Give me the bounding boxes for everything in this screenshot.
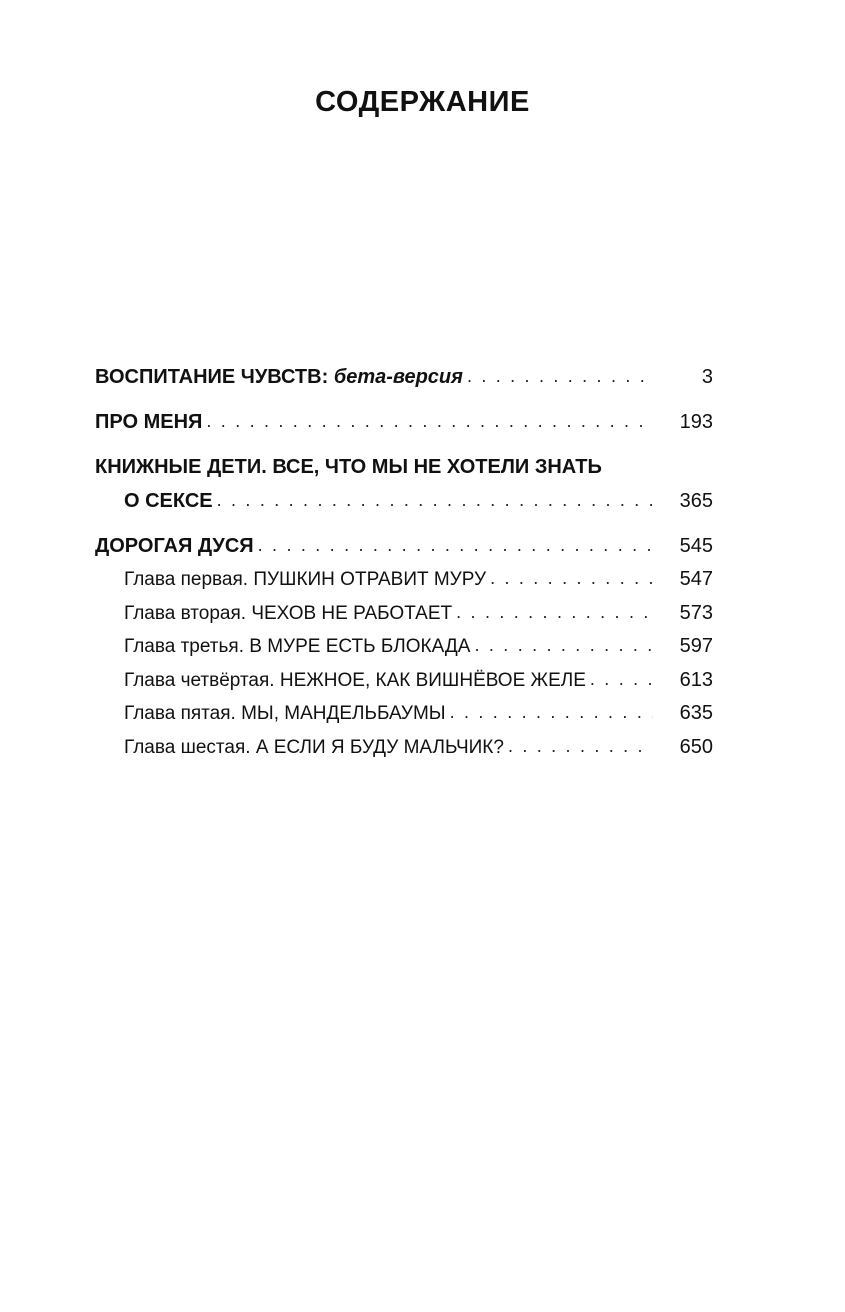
toc-chapter-6[interactable]	[124, 736, 713, 764]
toc-entry-page-number: 365	[679, 490, 713, 512]
toc-entry-label: ДОРОГАЯ ДУСЯ	[95, 535, 254, 557]
toc-chapter-page-number: 573	[679, 602, 713, 624]
toc-entry-page-number: 3	[701, 366, 713, 388]
toc-chapter-2[interactable]	[124, 602, 713, 630]
toc-entry-part-1[interactable]	[95, 366, 713, 394]
toc-entry-part-3-line-1[interactable]: КНИЖНЫЕ ДЕТИ. ВСЕ, ЧТО МЫ НЕ ХОТЕЛИ ЗНАТЬ	[95, 456, 602, 478]
dot-leader	[590, 669, 653, 690]
toc-chapter-label: Глава четвёртая. НЕЖНОЕ, КАК ВИШНЁВОЕ ЖЕЛЕ	[124, 670, 586, 691]
dot-leader	[450, 702, 653, 723]
toc-chapter-label: Глава третья. В МУРЕ ЕСТЬ БЛОКАДА	[124, 636, 471, 657]
toc-chapter-label: Глава первая. ПУШКИН ОТРАВИТ МУРУ	[124, 569, 487, 590]
dot-leader	[508, 736, 653, 757]
toc-chapter-label: Глава шестая. А ЕСЛИ Я БУДУ МАЛЬЧИК?	[124, 737, 504, 758]
toc-entry-label: О СЕКСЕ	[124, 490, 213, 512]
dot-leader	[474, 635, 653, 656]
toc-chapter-page-number: 613	[679, 669, 713, 691]
dot-leader	[217, 490, 653, 511]
toc-entry-page-number: 545	[679, 535, 713, 557]
toc-chapter-page-number: 650	[679, 736, 713, 758]
toc-entry-label-italic: бета-версия	[333, 366, 463, 388]
dot-leader	[206, 411, 653, 432]
dot-leader	[490, 568, 653, 589]
toc-chapter-page-number: 597	[679, 635, 713, 657]
toc-chapter-page-number: 635	[679, 702, 713, 724]
toc-entry-part-4[interactable]	[95, 535, 713, 563]
toc-entry-page-number: 193	[679, 411, 713, 433]
toc-chapter-4[interactable]	[124, 669, 713, 697]
toc-chapter-5[interactable]	[124, 702, 713, 730]
dot-leader	[456, 602, 653, 623]
toc-entry-part-2[interactable]	[95, 411, 713, 439]
toc-chapter-label: Глава вторая. ЧЕХОВ НЕ РАБОТАЕТ	[124, 603, 453, 624]
toc-entry-label: ВОСПИТАНИЕ ЧУВСТВ: бета-версия	[95, 366, 463, 388]
toc-entry-part-3[interactable]	[124, 490, 713, 518]
toc-chapter-3[interactable]	[124, 635, 713, 663]
toc-chapter-1[interactable]	[124, 568, 713, 596]
dot-leader	[467, 366, 653, 387]
page-title: СОДЕРЖАНИЕ	[315, 86, 530, 118]
toc-chapter-label: Глава пятая. МЫ, МАНДЕЛЬБАУМЫ	[124, 703, 446, 724]
toc-chapter-page-number: 547	[679, 568, 713, 590]
dot-leader	[258, 535, 653, 556]
toc-entry-label: ПРО МЕНЯ	[95, 411, 203, 433]
